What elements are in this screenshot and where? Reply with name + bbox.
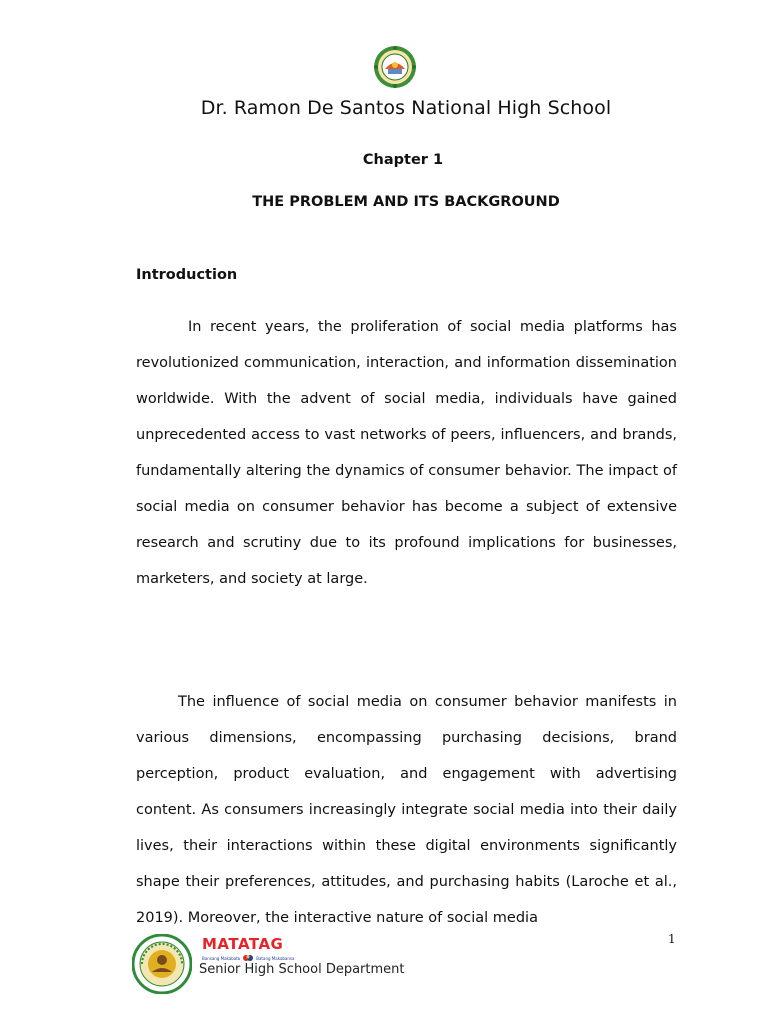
brand-tagline-right: Batang Makabansa — [256, 955, 295, 961]
brand-name: MATATAG — [202, 935, 284, 953]
brand-tagline-left: Bansang Makabata — [202, 955, 241, 961]
chapter-title: THE PROBLEM AND ITS BACKGROUND — [252, 194, 560, 210]
paragraph-1: In recent years, the proliferation of social media platforms has revolutionized communication, interaction, and information dissemination worldwide. With the advent of social media, individuals have gained unprecedented access to vast networks of peers, influencers, and brands, fundamentally altering the dynamics of consumer behavior. The impact of social media on consumer behavior has become a subject of extensive research and scrutiny due to its profound implications for businesses, marketers, and society at large. — [136, 319, 677, 587]
page-number: 1 — [668, 932, 676, 946]
department-label: Senior High School Department — [199, 962, 405, 977]
school-name: Dr. Ramon De Santos National High School — [200, 97, 612, 119]
chapter-label: Chapter 1 — [362, 152, 444, 168]
matatag-logo — [202, 936, 294, 962]
section-heading: Introduction — [136, 267, 238, 283]
paragraph-2: The influence of social media on consumer behavior manifests in various dimensions, encompassing purchasing decisions, brand perception, product evaluation, and engagement with advertising content. As consumers increasingly integrate social media into their daily lives, their interactions within these digital environments significantly shape their preferences, attitudes, and purchasing habits (Laroche et al., 2019). Moreover, the interactive nature of social media — [136, 694, 677, 926]
division-seal-icon — [132, 934, 192, 994]
brand-emblem-icon — [243, 954, 253, 962]
school-seal-icon — [373, 45, 417, 89]
brand-tagline — [202, 954, 294, 962]
